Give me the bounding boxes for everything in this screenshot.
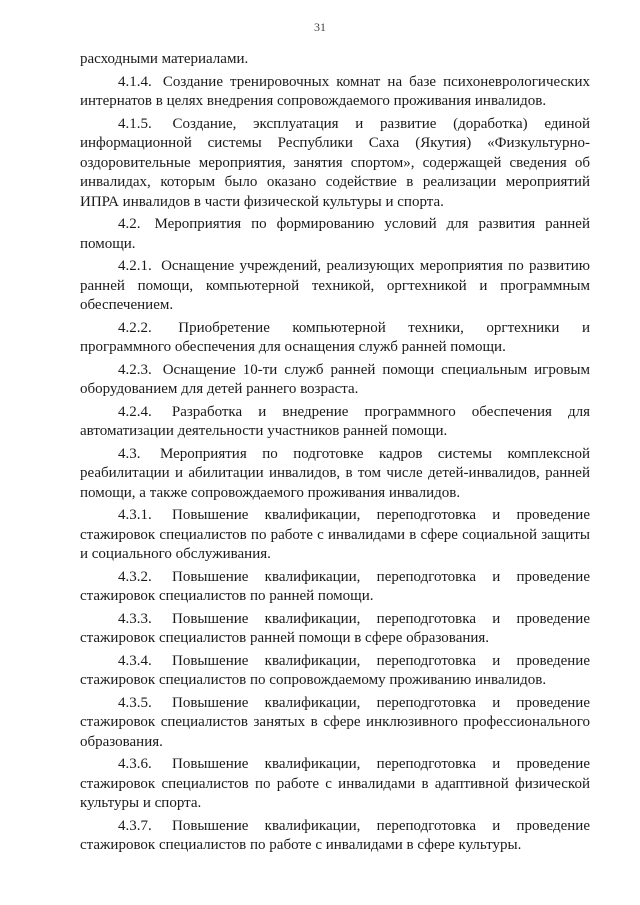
paragraph-4-3-4 <box>80 652 590 691</box>
paragraph-number: 4.3.1. <box>118 507 152 523</box>
paragraph-text: Повышение квалификации, переподготовка и проведение стажировок специалистов занятых в сфере инклюзивного профессионального образования. <box>80 694 590 750</box>
paragraph-text: Повышение квалификации, переподготовка и проведение стажировок специалистов по ранней помощи. <box>80 568 590 604</box>
paragraph-number: 4.2.3. <box>118 361 152 378</box>
paragraph-number: 4.3.5. <box>118 694 152 711</box>
paragraph-4-3-1 <box>80 506 590 565</box>
paragraph-4-2-4 <box>80 403 590 442</box>
paragraph-4-1-5 <box>80 115 590 213</box>
paragraph-text: Создание тренировочных комнат на базе психоневрологических интернатов в целях внедрения сопровождаемого проживания инвалидов. <box>80 73 591 109</box>
paragraph-4-2-3 <box>80 361 590 400</box>
page-number: 31 <box>314 20 326 34</box>
paragraph-4-1-4 <box>80 73 590 112</box>
paragraph-text: Приобретение компьютерной техники, оргтехники и программного обеспечения для оснащения служб ранней помощи. <box>80 319 591 355</box>
paragraph-text: Повышение квалификации, переподготовка и проведение стажировок специалистов по работе с инвалидами в адаптивной физической культуры и спорта. <box>80 756 590 811</box>
paragraph-text: Повышение квалификации, переподготовка и проведение стажировок специалистов по сопровождаемому проживанию инвалидов. <box>80 652 590 688</box>
paragraph-number: 4.2.4. <box>118 403 152 420</box>
paragraph-text: Повышение квалификации, переподготовка и проведение стажировок специалистов по работе с инвалидами в сфере социальной защиты и социального обслуживания. <box>80 507 590 562</box>
paragraph-text: Разработка и внедрение программного обеспечения для автоматизации деятельности участников ранней помощи. <box>80 403 591 439</box>
paragraph-text: Повышение квалификации, переподготовка и проведение стажировок специалистов ранней помощи в сфере образования. <box>80 610 590 646</box>
paragraph-number: 4.3.4. <box>118 652 152 669</box>
paragraph-4-3-5 <box>80 694 590 753</box>
paragraph-text: Мероприятия по подготовке кадров системы комплексной реабилитации и абилитации инвалидов, в том числе детей-инвалидов, ранней помощи, а также сопровождаемого проживания инвалидов. <box>80 445 591 501</box>
paragraph-text: Мероприятия по формированию условий для развития ранней помощи. <box>80 216 590 252</box>
paragraph-4-2 <box>80 215 590 254</box>
paragraph-4-3 <box>80 445 590 504</box>
paragraph-number: 4.3.6. <box>118 756 152 772</box>
paragraph-number: 4.2.2. <box>118 319 152 336</box>
paragraph-continuation <box>80 50 590 70</box>
paragraph-4-3-3 <box>80 610 590 649</box>
paragraph-number: 4.1.4. <box>118 73 152 90</box>
paragraph-number: 4.3. <box>118 445 141 462</box>
paragraph-number: 4.3.2. <box>118 568 152 585</box>
paragraph-4-2-2 <box>80 319 590 358</box>
paragraph-text: расходными материалами. <box>80 51 249 67</box>
paragraph-number: 4.2.1. <box>118 258 152 274</box>
paragraph-4-2-1 <box>80 257 590 316</box>
paragraph-number: 4.1.5. <box>118 115 152 132</box>
paragraph-4-3-7 <box>80 817 590 856</box>
paragraph-4-3-2 <box>80 568 590 607</box>
paragraph-number: 4.3.3. <box>118 610 152 627</box>
paragraph-4-3-6 <box>80 755 590 814</box>
paragraph-text: Оснащение 10-ти служб ранней помощи специальным игровым оборудованием для детей раннего возраста. <box>80 361 590 397</box>
document-body <box>80 50 590 859</box>
paragraph-text: Создание, эксплуатация и развитие (доработка) единой информационной системы Республики Саха (Якутия) «Физкультурно-оздоровительные мероприятия, занятия спортом», содержащей сведения об инвалидах, которым было оказано содействие в реализации мероприятий ИПРА инвалидов в части физической культуры и спорта. <box>80 115 591 210</box>
paragraph-number: 4.2. <box>118 216 141 232</box>
paragraph-number: 4.3.7. <box>118 817 152 834</box>
paragraph-text: Оснащение учреждений, реализующих мероприятия по развитию ранней помощи, компьютерной техникой, оргтехникой и программным обеспечением. <box>80 258 591 313</box>
paragraph-text: Повышение квалификации, переподготовка и проведение стажировок специалистов по работе с инвалидами в сфере культуры. <box>80 817 590 853</box>
